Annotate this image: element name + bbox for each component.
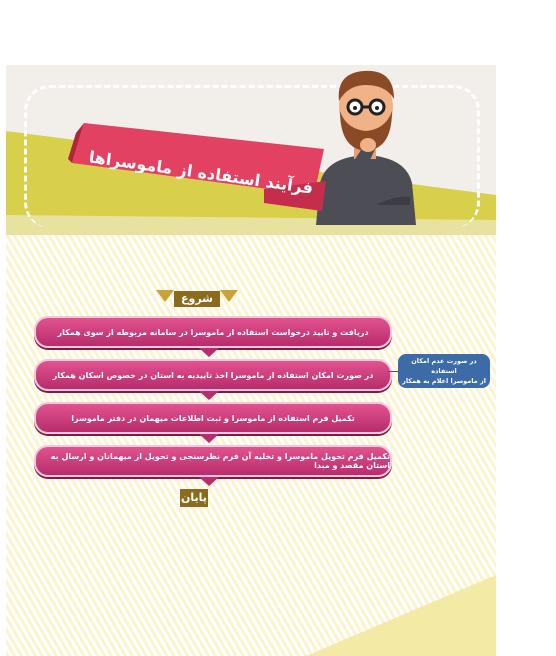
flowchart-card <box>6 65 496 656</box>
banner-title: فرآیند استفاده از ماموسراها <box>87 147 315 198</box>
end-label: پایان <box>180 489 208 507</box>
flow-step-4: تکمیل فرم تحویل ماموسرا و تخلیه آن فرم نظرسنجی و تحویل از میهمانان و ارسال به استان مقصد و مبدا <box>34 445 392 477</box>
side-note-line-1: در صورت عدم امکان استفاده <box>411 357 477 375</box>
flow-step-1: دریافت و تایید درخواست استفاده از ماموسرا در سامانه مربوطه از سوی همکار <box>34 316 392 348</box>
bottom-corner-decoration <box>6 65 496 656</box>
start-label: شروع <box>174 291 220 307</box>
side-note-line-2: از ماموسرا اعلام به همکار <box>402 377 486 385</box>
flow-step-3: تکمیل فرم استفاده از ماموسرا و ثبت اطلاعات میهمان در دفتر ماموسرا <box>34 402 392 434</box>
flow-step-2: در صورت امکان استفاده از ماموسرا اخذ تاییدیه به استان در خصوص اسکان همکار <box>34 359 392 391</box>
